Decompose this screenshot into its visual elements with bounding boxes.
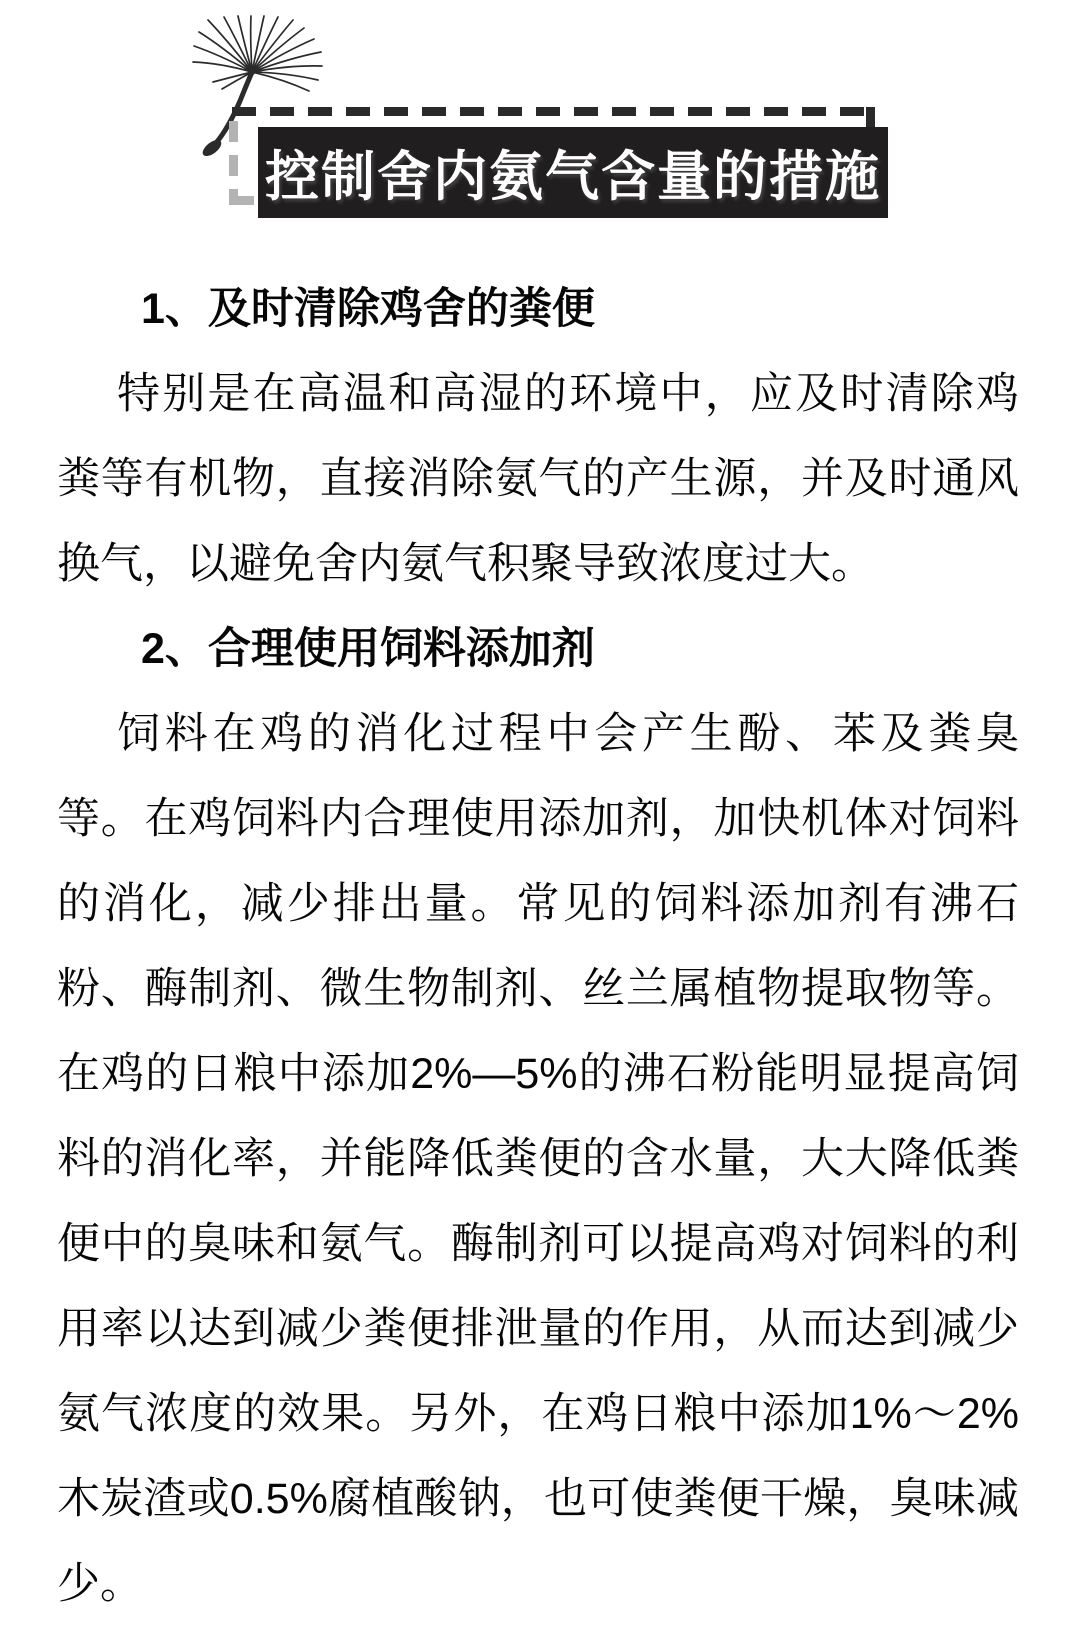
dashed-border-left xyxy=(229,121,238,196)
header xyxy=(0,0,1080,267)
dashed-border-corner-bottom xyxy=(229,196,254,205)
section-1-paragraph: 特别是在高温和高湿的环境中，应及时清除鸡粪等有机物，直接消除氨气的产生源，并及时通风换气，以避免舍内氨气积聚导致浓度过大。 xyxy=(57,370,1019,588)
title-banner xyxy=(258,127,888,218)
section-1-heading: 1、及时清除鸡舍的粪便 xyxy=(141,285,595,333)
page-title: 控制舍内氨气含量的措施 xyxy=(265,147,881,207)
article-body xyxy=(0,267,1080,1627)
dashed-border-top xyxy=(232,107,866,116)
section-2-heading: 2、合理使用饲料添加剂 xyxy=(141,625,595,673)
section-2-paragraph: 饲料在鸡的消化过程中会产生酚、苯及粪臭等。在鸡饲料内合理使用添加剂，加快机体对饲料的消化，减少排出量。常见的饲料添加剂有沸石粉、酶制剂、微生物制剂、丝兰属植物提取物等。在鸡的日粮中添加2%—5%的沸石粉能明显提高饲料的消化率，并能降低粪便的含水量，大大降低粪便中的臭味和氨气。酶制剂可以提高鸡对饲料的利用率以达到减少粪便排泄量的作用，从而达到减少氨气浓度的效果。另外，在鸡日粮中添加1%～2%木炭渣或0.5%腐植酸钠，也可使粪便干燥，臭味减少。 xyxy=(57,710,1019,1608)
